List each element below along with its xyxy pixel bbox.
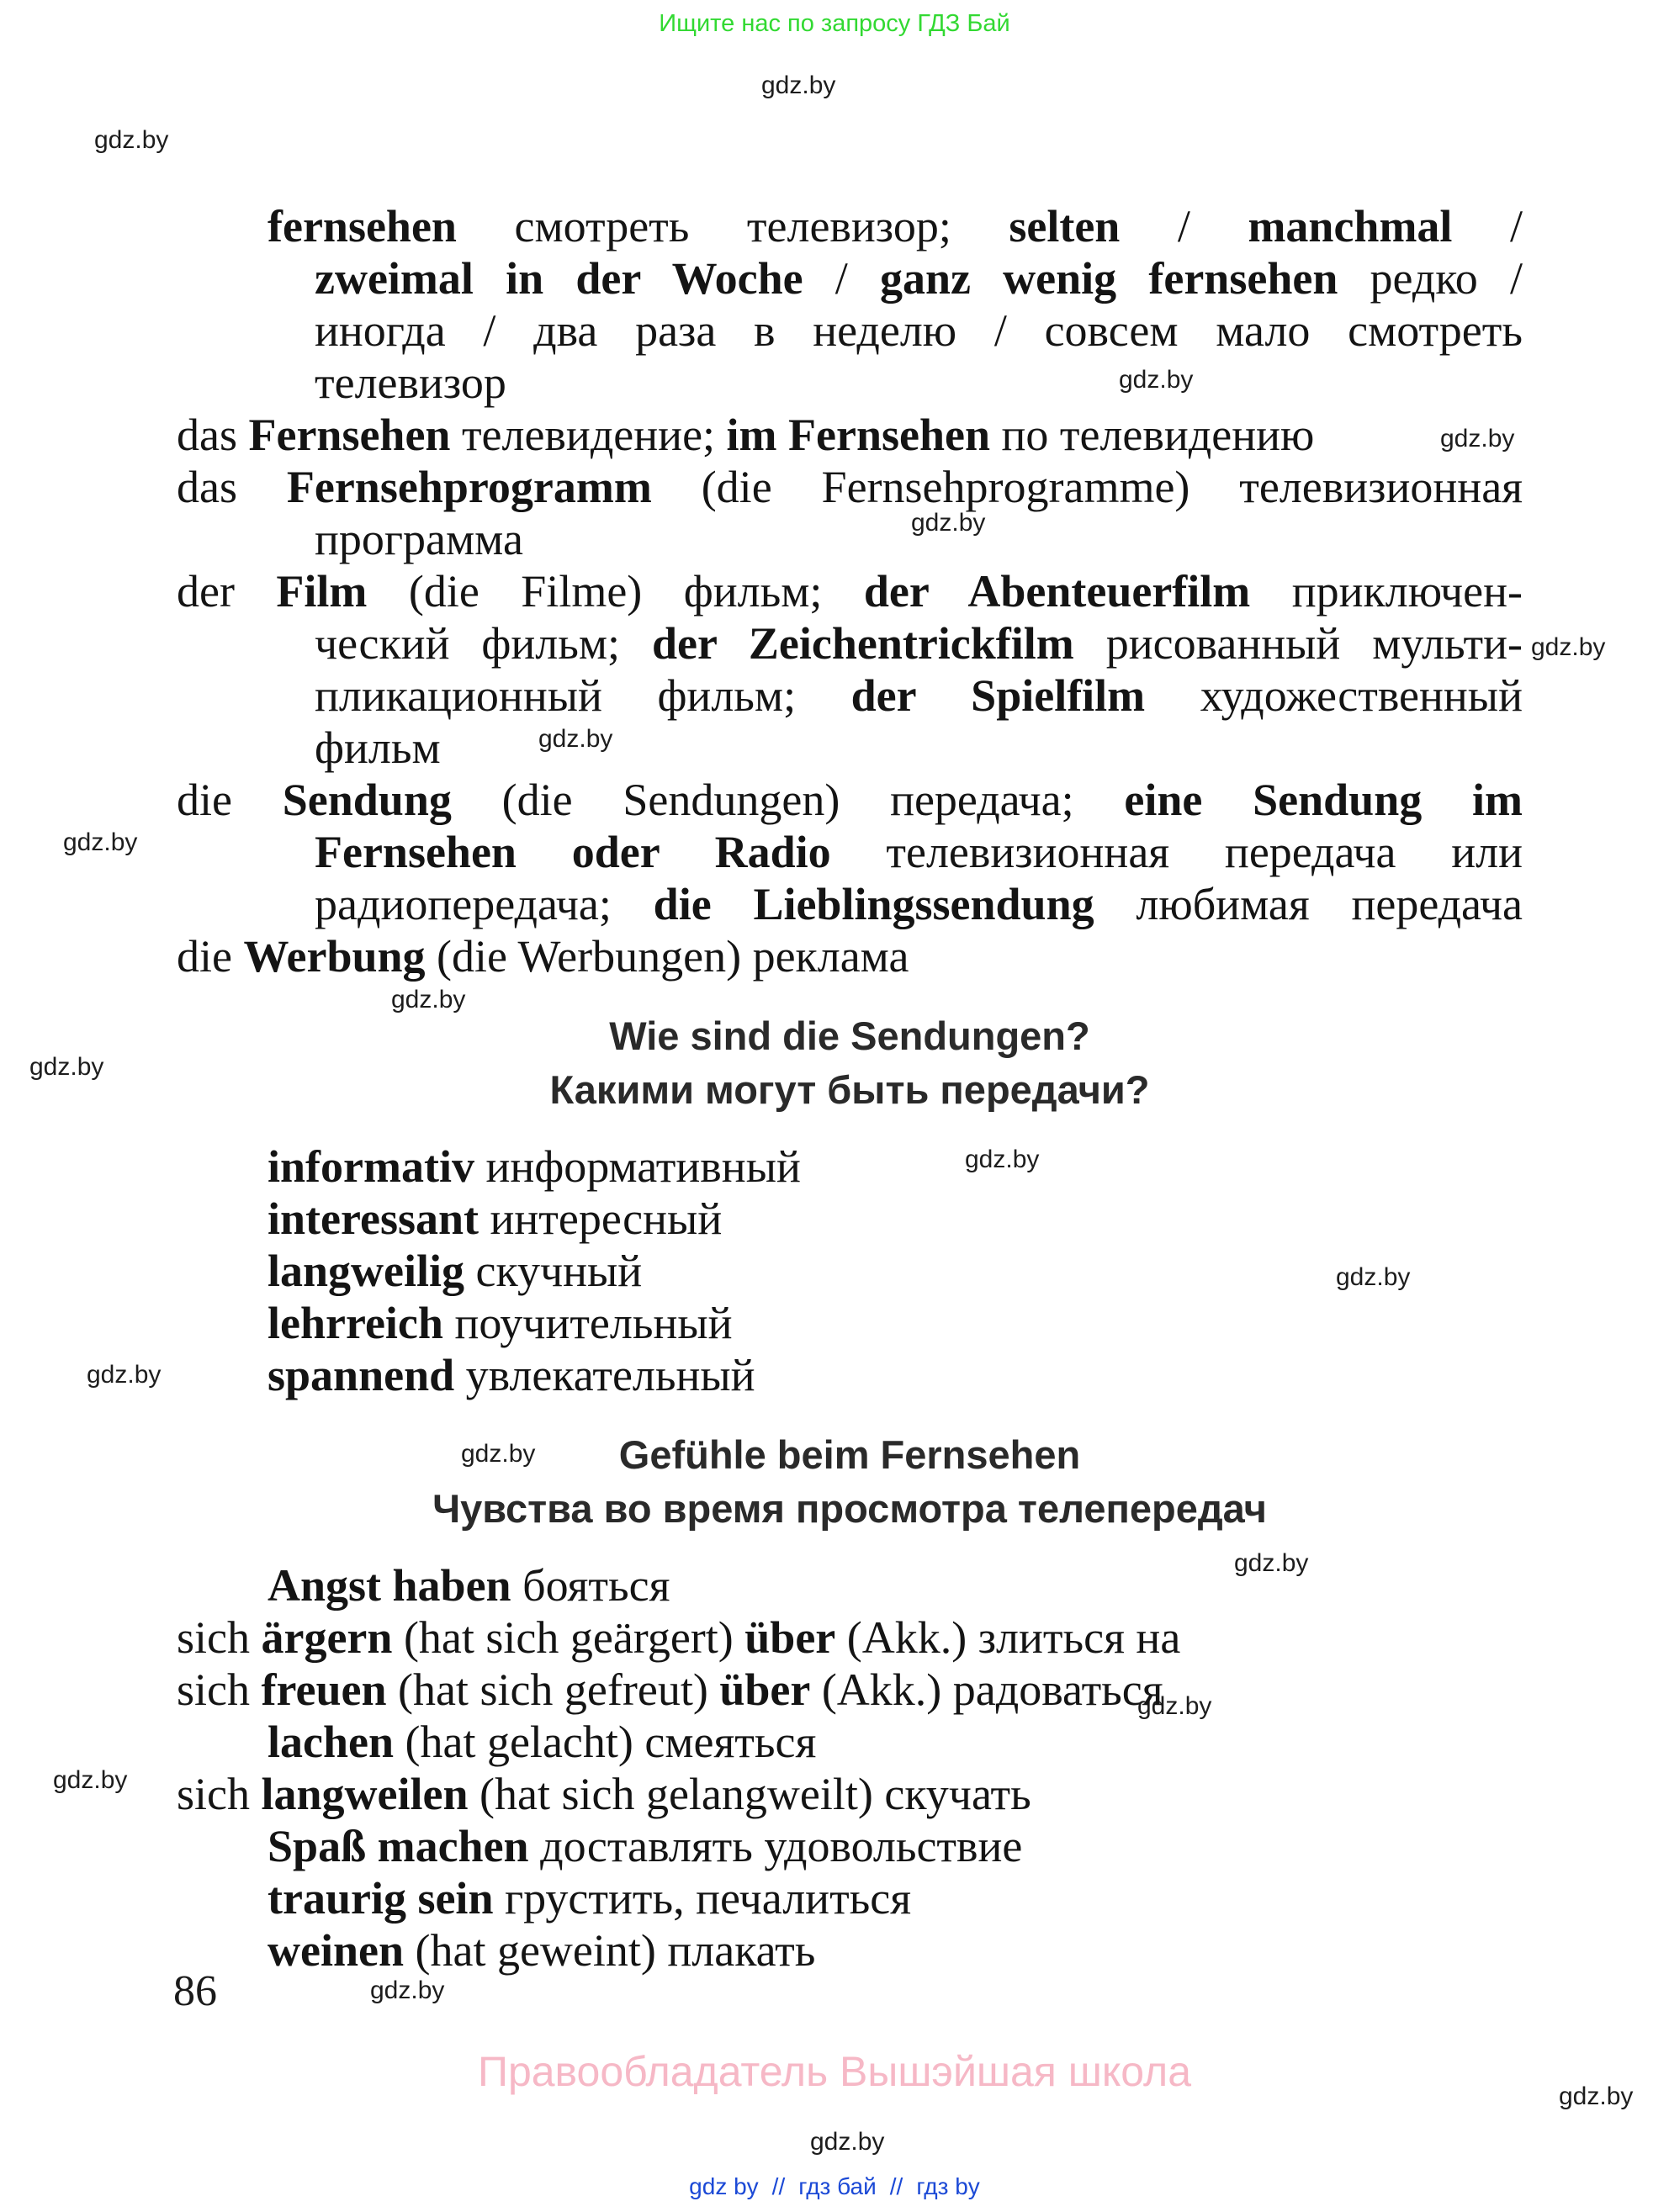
text-run: (die Sendungen) передача;	[451, 775, 1125, 825]
headword: lachen	[268, 1717, 395, 1767]
text-run: приключен-	[1250, 566, 1523, 617]
headword: freuen	[261, 1664, 387, 1715]
link-separator: //	[889, 2173, 903, 2199]
headword: selten	[1009, 201, 1121, 251]
dict-line	[177, 1768, 1523, 1820]
headword: interessant	[268, 1193, 479, 1244]
text-run: телевизор	[315, 357, 506, 408]
text-run: (hat geweint) плакать	[404, 1925, 816, 1976]
gdz-watermark: gdz.by	[1119, 366, 1194, 394]
dict-line	[177, 304, 1523, 357]
dict-line	[177, 826, 1523, 878]
gdz-watermark: gdz.by	[1336, 1263, 1411, 1291]
gdz-link[interactable]: гдз by	[916, 2173, 980, 2199]
text-run: ческий фильм;	[315, 618, 652, 669]
gdz-watermark: gdz.by	[391, 986, 466, 1013]
headword: manchmal	[1248, 201, 1453, 251]
text-run: das	[177, 462, 287, 512]
dict-section-adjectives	[177, 1140, 1523, 1401]
text-run: die	[177, 931, 244, 982]
gdz-watermark: gdz.by	[1440, 425, 1515, 452]
text-run: (hat sich gelangweilt) скучать	[468, 1769, 1031, 1819]
text-run: редко /	[1338, 253, 1523, 304]
headword: der Abenteuerfilm	[863, 566, 1251, 617]
dict-line	[177, 357, 1523, 409]
dict-line	[177, 1664, 1523, 1716]
dict-line	[177, 461, 1523, 513]
text-run: скучный	[464, 1246, 643, 1296]
page-number: 86	[173, 1967, 217, 2015]
dict-line	[177, 252, 1523, 304]
text-run: (die Filme) фильм;	[367, 566, 864, 617]
dict-line	[177, 513, 1523, 565]
text-run: /	[1120, 201, 1248, 251]
headword: spannend	[268, 1350, 455, 1400]
text-run: информативный	[474, 1141, 801, 1192]
dict-line	[177, 617, 1523, 669]
gdz-watermark: gdz.by	[94, 126, 169, 154]
headword: Sendung	[282, 775, 452, 825]
dict-line	[177, 1245, 1523, 1297]
text-run: телевидение;	[450, 410, 727, 460]
text-run: die	[177, 775, 283, 825]
text-run: грустить, печалиться	[493, 1873, 912, 1924]
gdz-watermark: gdz.by	[87, 1361, 162, 1389]
text-run: sich	[177, 1612, 262, 1663]
gdz-watermark: gdz.by	[538, 725, 613, 753]
headword: Werbung	[243, 931, 426, 982]
headword: langweilen	[261, 1769, 469, 1819]
headword: über	[719, 1664, 811, 1715]
headword: Angst haben	[268, 1560, 511, 1611]
text-run: рисованный мульти-	[1073, 618, 1523, 669]
gdz-watermark: gdz.by	[461, 1440, 536, 1468]
text-run: sich	[177, 1769, 262, 1819]
gdz-watermark: gdz.by	[911, 509, 986, 537]
dict-line	[177, 1140, 1523, 1193]
text-run: телевизионная передача или	[830, 827, 1523, 877]
text-run: (hat sich gefreut)	[386, 1664, 720, 1715]
dict-line	[177, 669, 1523, 722]
gdz-watermark: gdz.by	[370, 1977, 445, 2004]
text-run: /	[803, 253, 880, 304]
dict-line	[177, 200, 1523, 252]
heading-line-russian: Какими могут быть передачи?	[549, 1067, 1150, 1112]
text-run: /	[1452, 201, 1523, 251]
gdz-watermark: gdz.by	[1559, 2082, 1634, 2110]
gdz-watermark: gdz.by	[53, 1766, 128, 1794]
headword: eine Sendung im	[1124, 775, 1523, 825]
dict-section-feelings	[177, 1559, 1523, 1977]
headword: Fernsehprogramm	[286, 462, 652, 512]
text-run: пликационный фильм;	[315, 670, 851, 721]
vocabulary-column	[177, 200, 1523, 1977]
text-run: программа	[315, 514, 523, 564]
text-run: смотреть телевизор;	[456, 201, 1009, 251]
headword: im Fernsehen	[726, 410, 990, 460]
promo-banner-text: Ищите нас по запросу ГДЗ Бай	[659, 10, 1010, 37]
text-run: интересный	[479, 1193, 723, 1244]
headword: traurig sein	[268, 1873, 494, 1924]
text-run: (Akk.) радоваться	[810, 1664, 1163, 1715]
gdz-watermark: gdz.by	[1531, 633, 1606, 661]
text-run: sich	[177, 1664, 262, 1715]
text-run: доставлять удовольствие	[528, 1821, 1023, 1871]
dict-line	[177, 1924, 1523, 1977]
headword: zweimal in der Woche	[315, 253, 803, 304]
headword: Fernsehen oder Radio	[315, 827, 831, 877]
headword: ganz wenig fernsehen	[879, 253, 1338, 304]
gdz-watermark: gdz.by	[810, 2128, 885, 2156]
dict-line	[177, 1716, 1523, 1768]
text-run: (Akk.) злиться на	[835, 1612, 1181, 1663]
headword: Fernsehen	[248, 410, 451, 460]
dict-line	[177, 1820, 1523, 1872]
copyright-line: Правообладатель Вышэйшая школа	[478, 2048, 1191, 2095]
section-heading-sendungen	[177, 1009, 1523, 1117]
dict-line	[177, 774, 1523, 826]
heading-line-german: Wie sind die Sendungen?	[609, 1013, 1090, 1058]
gdz-watermark: gdz.by	[29, 1053, 104, 1081]
dict-line	[177, 1559, 1523, 1611]
headword: die Lieblingssendung	[653, 879, 1094, 929]
dict-line	[177, 722, 1523, 774]
gdz-link[interactable]: gdz by	[689, 2173, 759, 2199]
gdz-watermark: gdz.by	[1137, 1692, 1212, 1720]
headword: weinen	[268, 1925, 404, 1976]
dict-line	[177, 1349, 1523, 1401]
text-run: der	[177, 566, 277, 617]
text-run: радиопередача;	[315, 879, 654, 929]
text-run: (hat gelacht) смеяться	[394, 1717, 817, 1767]
dict-line	[177, 878, 1523, 930]
link-separator: //	[771, 2173, 786, 2199]
headword: fernsehen	[268, 201, 457, 251]
headword: informativ	[268, 1141, 474, 1192]
text-run: бояться	[511, 1560, 670, 1611]
text-run: (die Werbungen) реклама	[425, 931, 909, 982]
text-run: поучительный	[442, 1298, 733, 1348]
text-run: любимая передача	[1094, 879, 1523, 929]
text-run: das	[177, 410, 249, 460]
dict-line	[177, 1872, 1523, 1924]
dict-line	[177, 1297, 1523, 1349]
text-run: по телевидению	[990, 410, 1315, 460]
gdz-watermark: gdz.by	[965, 1146, 1040, 1173]
gdz-watermark: gdz.by	[761, 71, 836, 99]
gdz-watermark: gdz.by	[63, 828, 138, 856]
text-run: иногда / два раза в неделю / совсем мало смотреть	[315, 305, 1523, 356]
heading-line-russian: Чувства во время просмотра телепередач	[432, 1486, 1267, 1531]
dict-line	[177, 409, 1523, 461]
gdz-links-line	[0, 2173, 1669, 2200]
headword: ärgern	[261, 1612, 393, 1663]
dict-line	[177, 1611, 1523, 1664]
dict-line	[177, 930, 1523, 982]
headword: Film	[276, 566, 368, 617]
text-run: художественный	[1145, 670, 1523, 721]
headword: über	[744, 1612, 836, 1663]
text-run: (hat sich geärgert)	[392, 1612, 745, 1663]
headword: der Spielfilm	[850, 670, 1146, 721]
text-run: фильм	[315, 722, 441, 773]
dict-line	[177, 565, 1523, 617]
headword: Spaß machen	[268, 1821, 529, 1871]
headword: der Zeichentrickfilm	[651, 618, 1074, 669]
gdz-link[interactable]: гдз бай	[798, 2173, 877, 2199]
section-heading-gefuehle	[177, 1428, 1523, 1536]
dict-line	[177, 1193, 1523, 1245]
gdz-watermark: gdz.by	[1234, 1549, 1309, 1577]
text-run: увлекательный	[454, 1350, 755, 1400]
heading-line-german: Gefühle beim Fernsehen	[618, 1432, 1081, 1477]
headword: lehrreich	[268, 1298, 443, 1348]
dict-section-tv	[177, 200, 1523, 982]
headword: langweilig	[268, 1246, 465, 1296]
text-run: (die Fernsehprogramme) телевизионная	[651, 462, 1523, 512]
